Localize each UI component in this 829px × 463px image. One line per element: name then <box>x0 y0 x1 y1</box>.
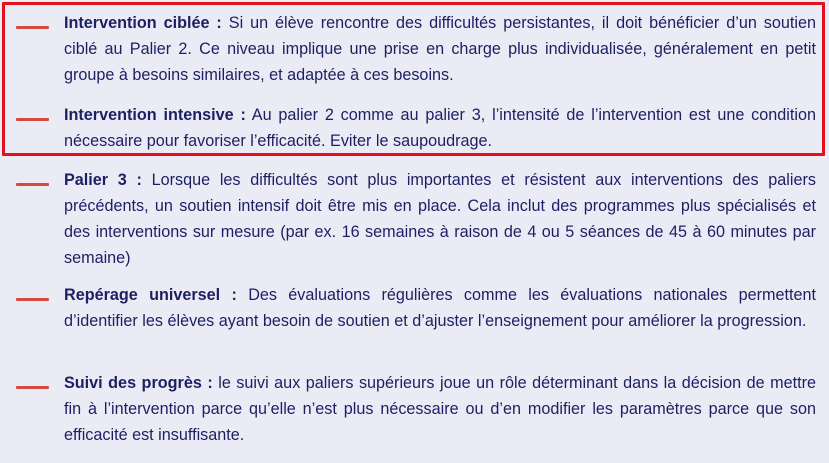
item-term: Repérage universel : <box>64 286 237 304</box>
dash-bullet <box>16 298 49 301</box>
item-body: Lorsque les difficultés sont plus importantes et résistent aux interventions des paliers précédents, un soutien intensif doit être mis en place. Cela inclut des programmes plus spécialisés et des interventions sur mesure (par ex. 16 semaines à raison de 4 ou 5 séances de 45 à 60 minutes par semaine) <box>64 171 816 267</box>
item-text <box>64 370 816 448</box>
item-body: Des évaluations régulières comme les évaluations nationales permettent d’identifier les élèves ayant besoin de soutien et d’ajuster l’enseignement pour améliorer la progression. <box>64 286 816 330</box>
dash-bullet <box>16 26 49 29</box>
item-term: Palier 3 : <box>64 171 142 189</box>
item-term: Intervention intensive : <box>64 106 246 124</box>
item-text <box>64 282 816 334</box>
dash-bullet <box>16 183 49 186</box>
item-text <box>64 167 816 271</box>
item-text <box>64 10 816 88</box>
item-body: Au palier 2 comme au palier 3, l’intensité de l’intervention est une condition nécessaire pour favoriser l’efficacité. Eviter le saupoudrage. <box>64 106 816 150</box>
item-term: Suivi des progrès : <box>64 374 213 392</box>
dash-bullet <box>16 386 49 389</box>
item-body: le suivi aux paliers supérieurs joue un rôle déterminant dans la décision de mettre fin à l’intervention parce qu’elle n’est plus nécessaire ou d’en modifier les paramètres parce que son efficacité est insuffisante. <box>64 374 817 444</box>
dash-bullet <box>16 118 49 121</box>
item-text <box>64 102 816 154</box>
item-term: Intervention ciblée : <box>64 14 222 32</box>
item-body: Si un élève rencontre des difficultés persistantes, il doit bénéficier d’un soutien ciblé au Palier 2. Ce niveau implique une prise en charge plus individualisée, généralement en petit groupe à besoins similaires, et adaptée à ces besoins. <box>64 14 816 84</box>
